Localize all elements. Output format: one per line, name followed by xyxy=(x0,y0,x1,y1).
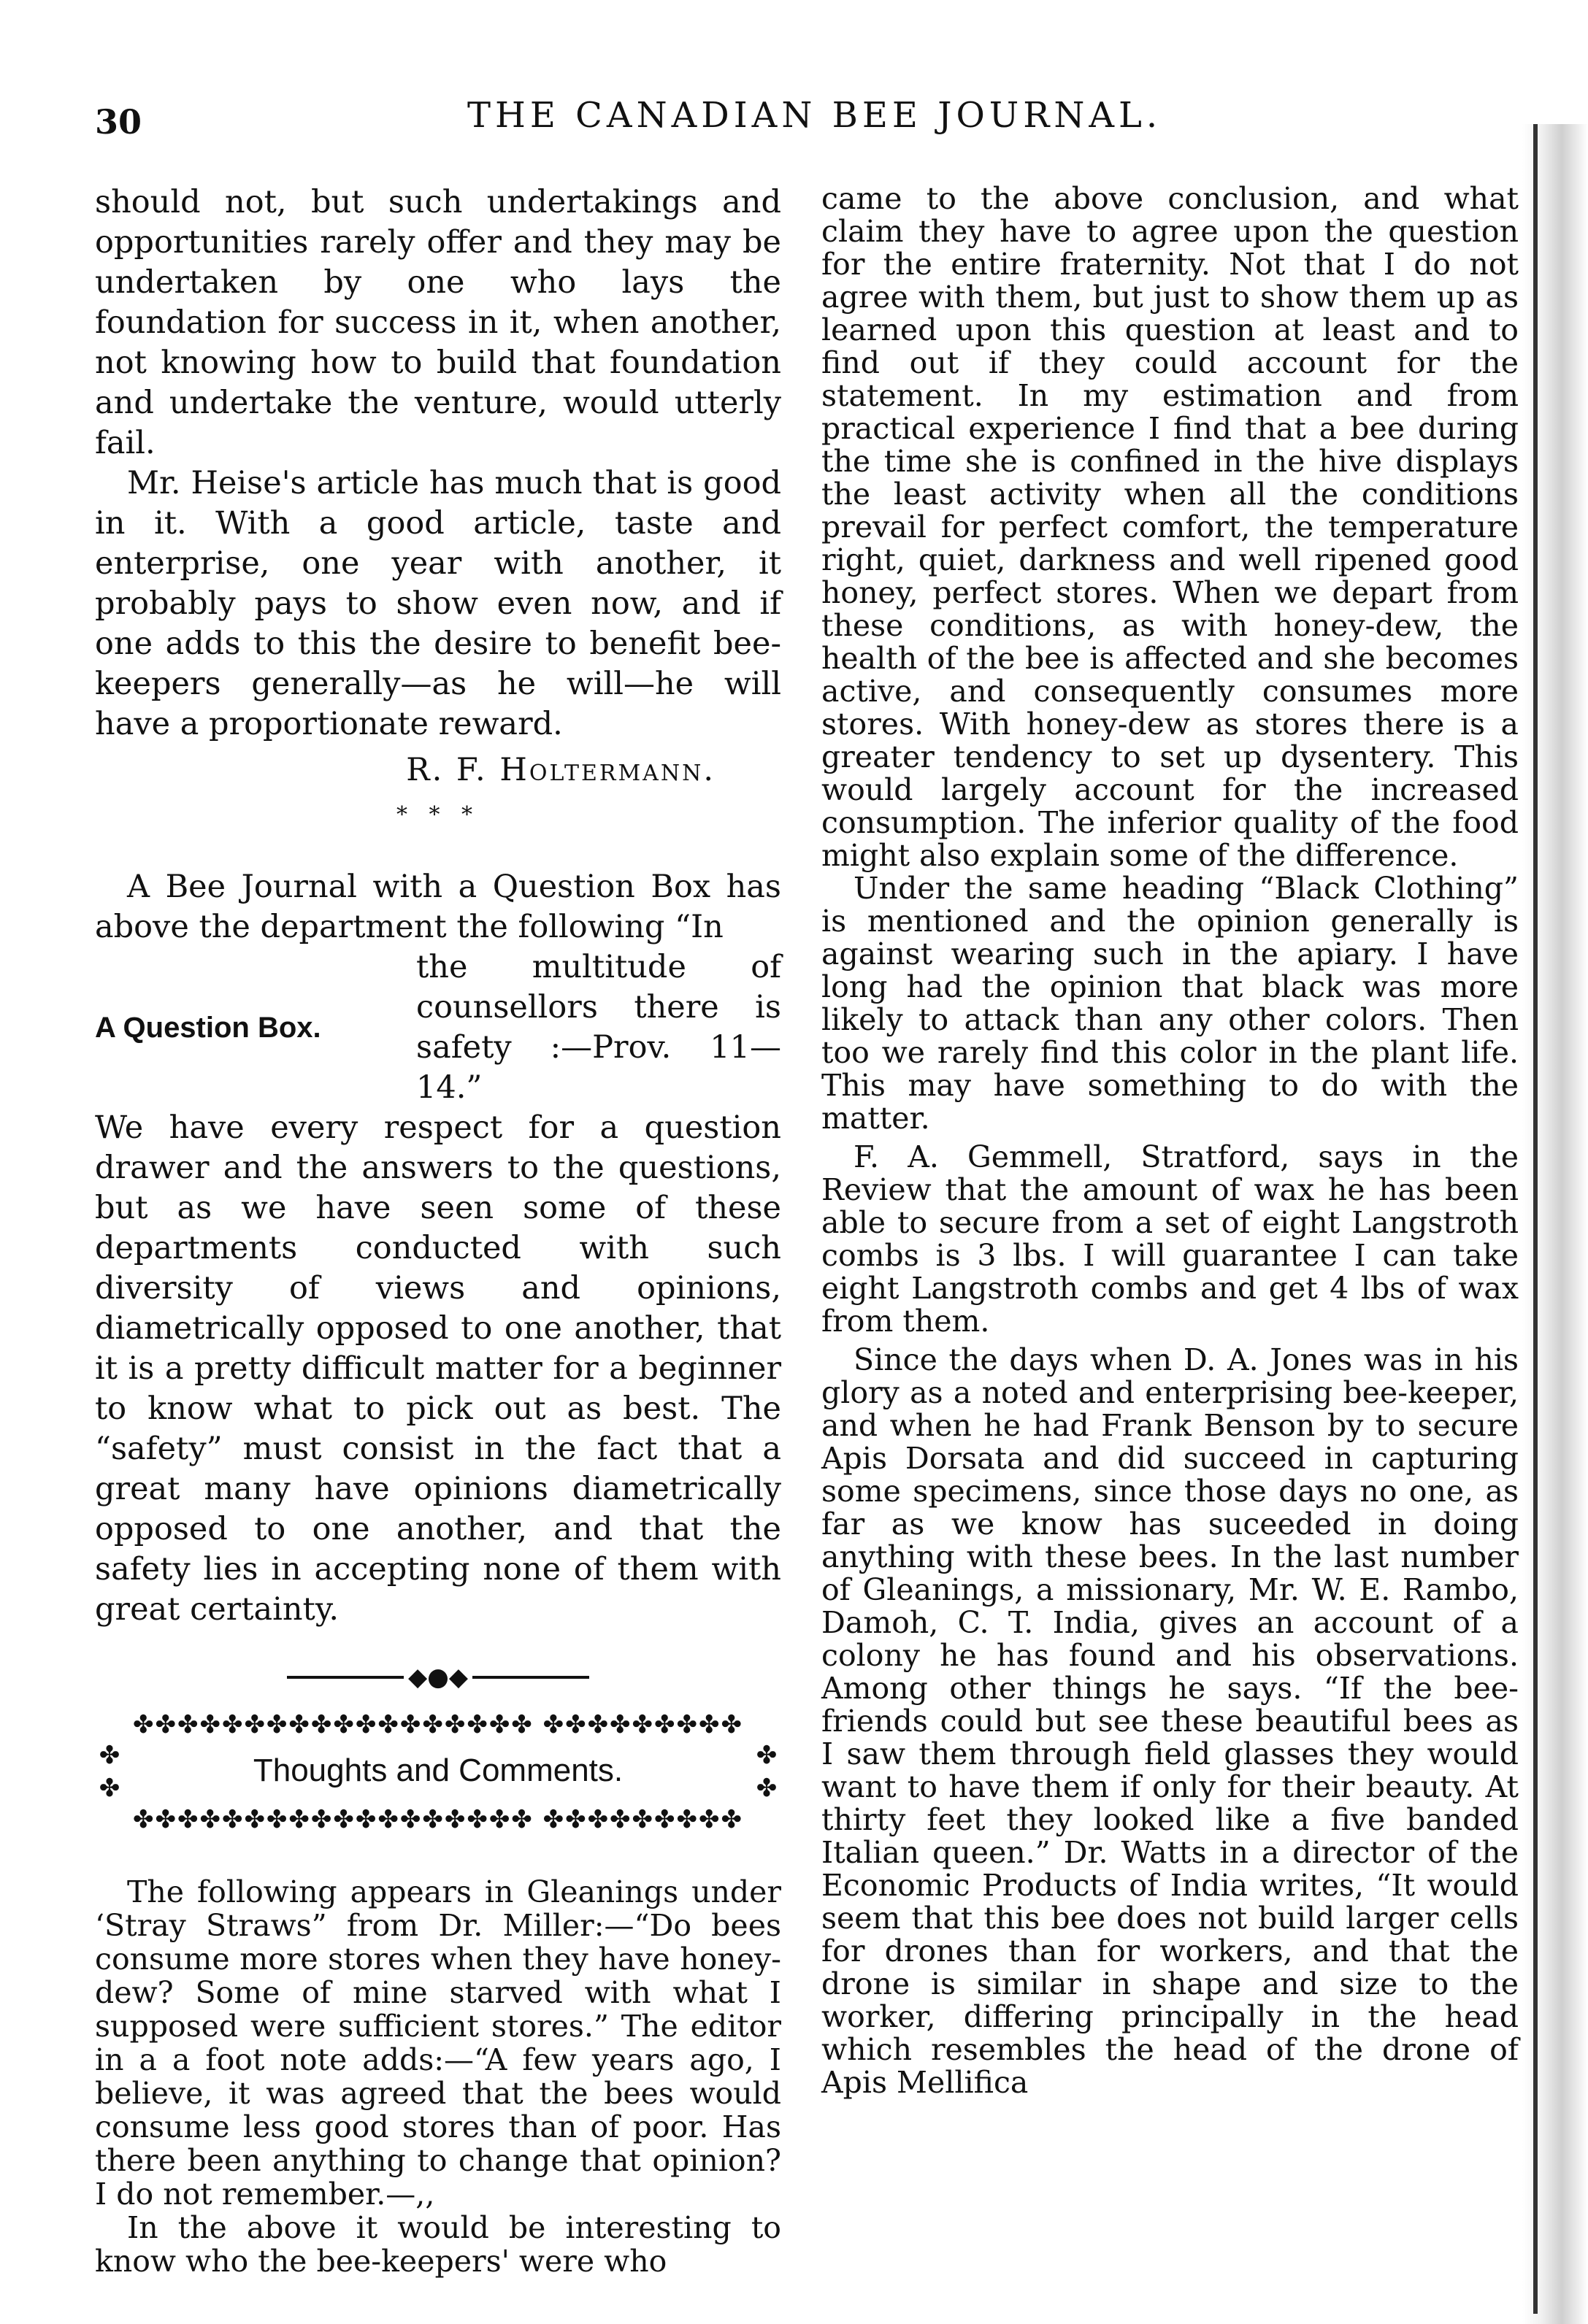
ornament-icon: ◆●◆ xyxy=(408,1663,468,1692)
paragraph: Mr. Heise's article has much that is good in it. With a good article, taste and enterprise, one year with another, it probably pays to show even now, and if one adds to this the desire to benefit bee-keepers generally—as he will—he will have a proportionate reward. xyxy=(95,465,781,742)
right-column xyxy=(821,182,1519,2099)
rule-line xyxy=(472,1676,589,1679)
paragraph: came to the above conclusion, and what claim they have to agree upon the question for the entire fraternity. Not that I do not agree with them, but just to show them up as learned upon this question at least and to find out if they could account for the statement. In my estimation and from practical experience I find that a bee during the time she is confined in the hive displays the least activity when all the conditions prevail for perfect comfort, the temperature right, quiet, darkness and well ripened good honey, perfect stores. When we depart from these conditions, as with honey-dew, the health of the bee is affected and she becomes active, and consequently consumes more stores. With honey-dew as stores there is a greater tendency to set up dysentery. This would largely account for the increased consumption. The inferior quality of the food might also explain some of the difference. xyxy=(821,181,1519,873)
page-number: 30 xyxy=(95,102,142,142)
paragraph: We have every respect for a question drawer and the answers to the questions, but as we have seen some of these departments conducted with such diversity of views and opinions, diametrically opposed to one another, that it is a pretty difficult matter for a beginner to know what to pick out as best. The “safety” must consist in the fact that a great many have opinions diametrically opposed to one another, and that the safety lies in accepting none of them with great certainty. xyxy=(95,1109,781,1628)
paragraph: The following appears in Gleanings under ‘Stray Straws” from Dr. Miller:—“Do bees consume more stores when they have honey-dew? Some of mine starved with what I supposed were sufficient stores.” The editor in a a foot note adds:—“A few years ago, I believe, it was agreed that the bees would consume less good stores than of poor. Has there been anything to change that opinion? I do not remember.—,, xyxy=(95,1874,781,2212)
quotation: the multitude of counsellors there is safety :—Prov. 11—14.” xyxy=(416,949,781,1106)
ornamental-rule xyxy=(95,1665,781,1690)
asterism: * * * xyxy=(396,802,480,828)
signature: R. F. Holtermann. xyxy=(406,752,716,788)
section-heading-box xyxy=(95,1710,781,1834)
paragraph: Under the same heading “Black Clothing” is mentioned and the opinion generally is against wearing such in the apiary. I have long had the opinion that black was more likely to attack than any other colors. Then too we rarely find this color in the plant life. This may have something to do with the matter. xyxy=(821,871,1519,1136)
ornamental-border-icon: ✤ ✤ xyxy=(756,1741,778,1803)
paragraph: F. A. Gemmell, Stratford, says in the Review that the amount of wax he has been able to secure from a set of eight Langstroth combs is 3 lbs. I will guarantee I can take eight Langstroth combs and get 4 lbs of wax from them. xyxy=(821,1139,1519,1339)
section-title: Thoughts and Comments. xyxy=(253,1752,624,1788)
running-head: THE CANADIAN BEE JOURNAL. xyxy=(467,95,1162,136)
question-box-block xyxy=(95,947,781,1108)
paragraph: Since the days when D. A. Jones was in his glory as a noted and enterprising bee-keeper, and when he had Frank Benson by to secure Apis Dorsata and did succeed in capturing some specimens, since those days no one, as far as we know has suceeded in doing anything with these bees. In the last number of Gleanings, a missionary, Mr. W. E. Rambo, Damoh, C. T. India, gives an account of a colony he has found and his observations. Among other things he says. “If the bee-friends could but see these beautiful bees as I saw them through field glasses they would want to have them if only for their beauty. At thirty feet they looked like a five banded Italian queen.” Dr. Watts in a director of the Economic Products of India writes, “It would seem that this bee does not build larger cells for drones than for workers, and that the drone is similar in shape and size to the worker, differing principally in the head which resembles the head of the drone of Apis Mellifica xyxy=(821,1342,1519,2100)
page-edge-line xyxy=(1533,124,1538,2314)
ornamental-border-icon: ✤ ✤ xyxy=(99,1741,120,1803)
paragraph: A Bee Journal with a Question Box has above the department the following “In xyxy=(95,869,781,945)
rule-line xyxy=(287,1676,404,1679)
ornamental-border-icon: ✤✤✤✤✤✤✤✤✤✤✤✤✤✤✤✤✤✤ ✤✤✤✤✤✤✤✤✤ xyxy=(133,1710,743,1739)
question-box-sidehead: A Question Box. xyxy=(95,1011,321,1044)
paragraph: In the above it would be interesting to know who the bee-keepers' were who xyxy=(95,2210,781,2279)
page-edge-shadow xyxy=(1522,124,1588,2324)
paragraph: should not, but such undertakings and opportunities rarely offer and they may be undertaken by one who lays the foundation for success in it, when another, not knowing how to build that foundation and undertake the venture, would utterly fail. xyxy=(95,184,781,461)
left-column xyxy=(95,182,781,2278)
ornamental-border-icon: ✤✤✤✤✤✤✤✤✤✤✤✤✤✤✤✤✤✤ ✤✤✤✤✤✤✤✤✤ xyxy=(133,1805,743,1834)
